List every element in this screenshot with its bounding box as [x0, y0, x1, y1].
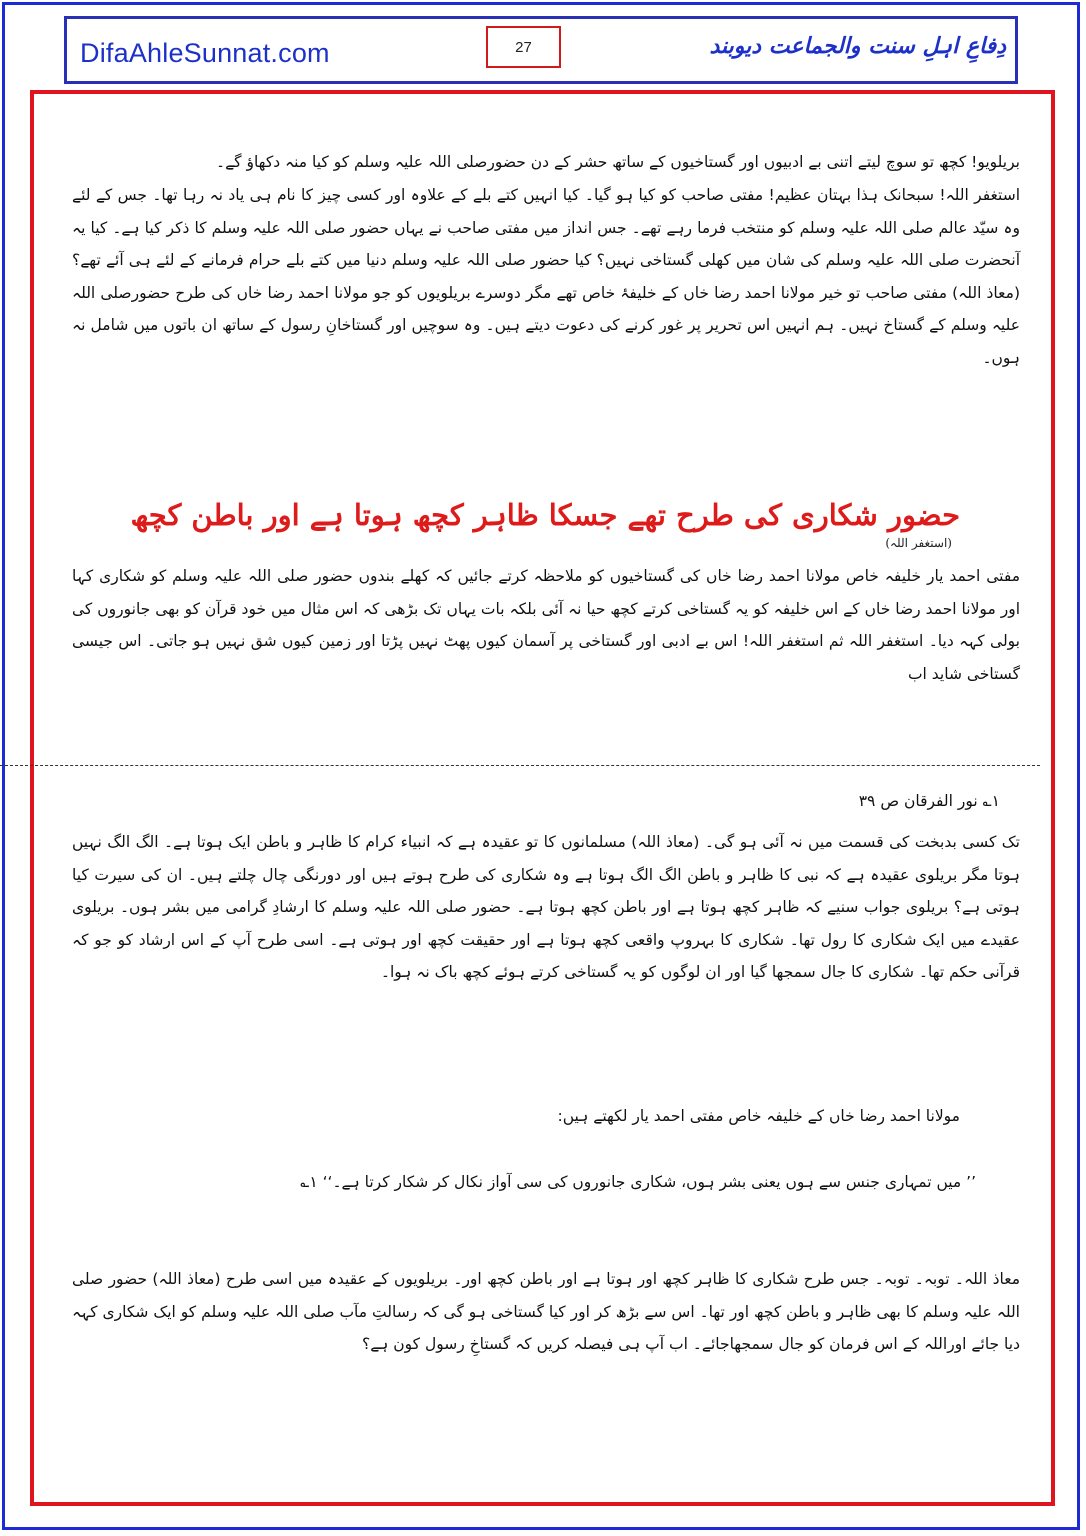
paragraph-3: مفتی احمد یار خلیفہ خاص مولانا احمد رضا خاں کی گستاخیوں کو ملاحظہ کرتے جائیں کہ کھلے بندوں حضور صلی اللہ علیہ وسلم کو شکاری کہا اور مولانا احمد رضا خاں کے اس خلیفہ کو یہ گستاخی کرتے کچھ حیا نہ آئی بلکہ بات یہاں تک بڑھی کہ اس مثال میں خود قرآن کو بھی جانوروں کی بولی کہہ دیا۔ استغفر اللہ ثم استغفر اللہ! اس بے ادبی اور گستاخی پر آسمان کیوں پھٹ نہیں پڑتا اور زمین کیوں شق نہیں ہو جاتی۔ اس جیسی گستاخی شاید اب [72, 567, 1020, 683]
quote-intro: مولانا احمد رضا خاں کے خلیفہ خاص مفتی احمد یار لکھتے ہیں: [557, 1107, 960, 1125]
site-name[interactable]: DifaAhleSunnat.com [80, 38, 330, 68]
page-number: 27 [486, 26, 561, 68]
paragraph-1: بریلویو! کچھ تو سوچ لیتے اتنی بے ادبیوں اور گستاخیوں کے ساتھ حشر کے دن حضورصلی اللہ علیہ وسلم کو کیا منہ دکھاؤ گے۔ [216, 153, 1020, 171]
quote: ’’ میں تمہاری جنس سے ہوں یعنی بشر ہوں، شکاری جانوروں کی سی آواز نکال کر شکار کرتا ہے۔‘‘ ۱؎ [300, 1173, 976, 1191]
header-title: دِفاعِ اہلِ سنت والجماعت دیوبند [709, 34, 1006, 59]
heading-main: حضور شکاری کی طرح تھے جسکا ظاہر کچھ ہوتا ہے اور باطن کچھ [130, 498, 960, 532]
paragraph-5: معاذ اللہ۔ توبہ۔ توبہ۔ جس طرح شکاری کا ظاہر کچھ اور ہوتا ہے اور باطن کچھ اور۔ بریلویوں کے عقیدہ میں اسی طرح (معاذ اللہ) حضور صلی اللہ علیہ وسلم کا بھی ظاہر و باطن کچھ اور تھا۔ اس سے بڑھ کر اور کیا گستاخی ہو گی کہ رسالتِ مآب صلی اللہ علیہ وسلم کو ایک شکاری کہہ دیا جائے اوراللہ کے اس فرمان کو جال سمجھاجائے۔ اب آپ ہی فیصلہ کریں کہ گستاخِ رسول کون ہے؟ [72, 1270, 1020, 1353]
footnote-divider [0, 765, 1040, 766]
paragraph-4: تک کسی بدبخت کی قسمت میں نہ آئی ہو گی۔ (معاذ اللہ) مسلمانوں کا تو عقیدہ ہے کہ انبیاء کرام کا ظاہر و باطن ایک ہوتا ہے۔ الگ الگ نہیں ہوتا مگر بریلوی عقیدہ ہے کہ نبی کا ظاہر و باطن الگ الگ ہوتا ہے وہ شکاری کی طرح ہوتے ہیں اور دورنگی چال چلتے ہیں۔ ان کی سیرت کیا ہوتی ہے؟ بریلوی جواب سنیے کہ ظاہر کچھ ہوتا ہے اور باطن کچھ ہوتا ہے۔ حضور صلی اللہ علیہ وسلم کا ارشادِ گرامی میں بشر ہوں۔ بریلوی عقیدے میں ایک شکاری کا رول تھا۔ شکاری کا بہروپ واقعی کچھ ہوتا ہے اور حقیقت کچھ اور ہوتی ہے۔ اسی طرح آپ کے اس ارشاد کو جو کہ قرآنی حکم تھا۔ شکاری کا جال سمجھا گیا اور ان لوگوں کو یہ گستاخی کرتے ہوئے کچھ باک نہ ہوا۔ [72, 833, 1020, 981]
paragraph-2: استغفر اللہ! سبحانک ہذا بہتان عظیم! مفتی صاحب کو کیا ہو گیا۔ کیا انہیں کتے بلے کے علاوہ اور کسی چیز کا نام ہی یاد نہ رہا تھا۔ جس کے لئے وہ سیّد عالم صلی اللہ علیہ وسلم کو منتخب فرما رہے تھے۔ جس انداز میں مفتی صاحب نے یہاں حضور صلی اللہ علیہ وسلم کا ذکر کیا ہے۔ کیا یہ آنحضرت صلی اللہ علیہ وسلم کی شان میں کھلی گستاخی نہیں؟ کیا حضور صلی اللہ علیہ وسلم دنیا میں کتے بلے حرام فرمانے کے لئے ہی آئے تھے؟ (معاذ اللہ) مفتی صاحب تو خیر مولانا احمد رضا خاں کے خلیفۂ خاص تھے مگر دوسرے بریلویوں کو جو مولانا احمد رضا خاں کی طرح حضورصلی اللہ علیہ وسلم کے گستاخ نہیں۔ ہم انہیں اس تحریر پر غور کرنے کی دعوت دیتے ہیں۔ وہ سوچیں اور گستاخانِ رسول کے ساتھ ان باتوں میں شامل نہ ہوں۔ [72, 186, 1020, 367]
footnote-ref: ۱؎ نور الفرقان ص ۳۹ [858, 792, 1000, 810]
section-heading [130, 498, 960, 551]
heading-aside: (استغفر اللہ) [885, 536, 952, 550]
